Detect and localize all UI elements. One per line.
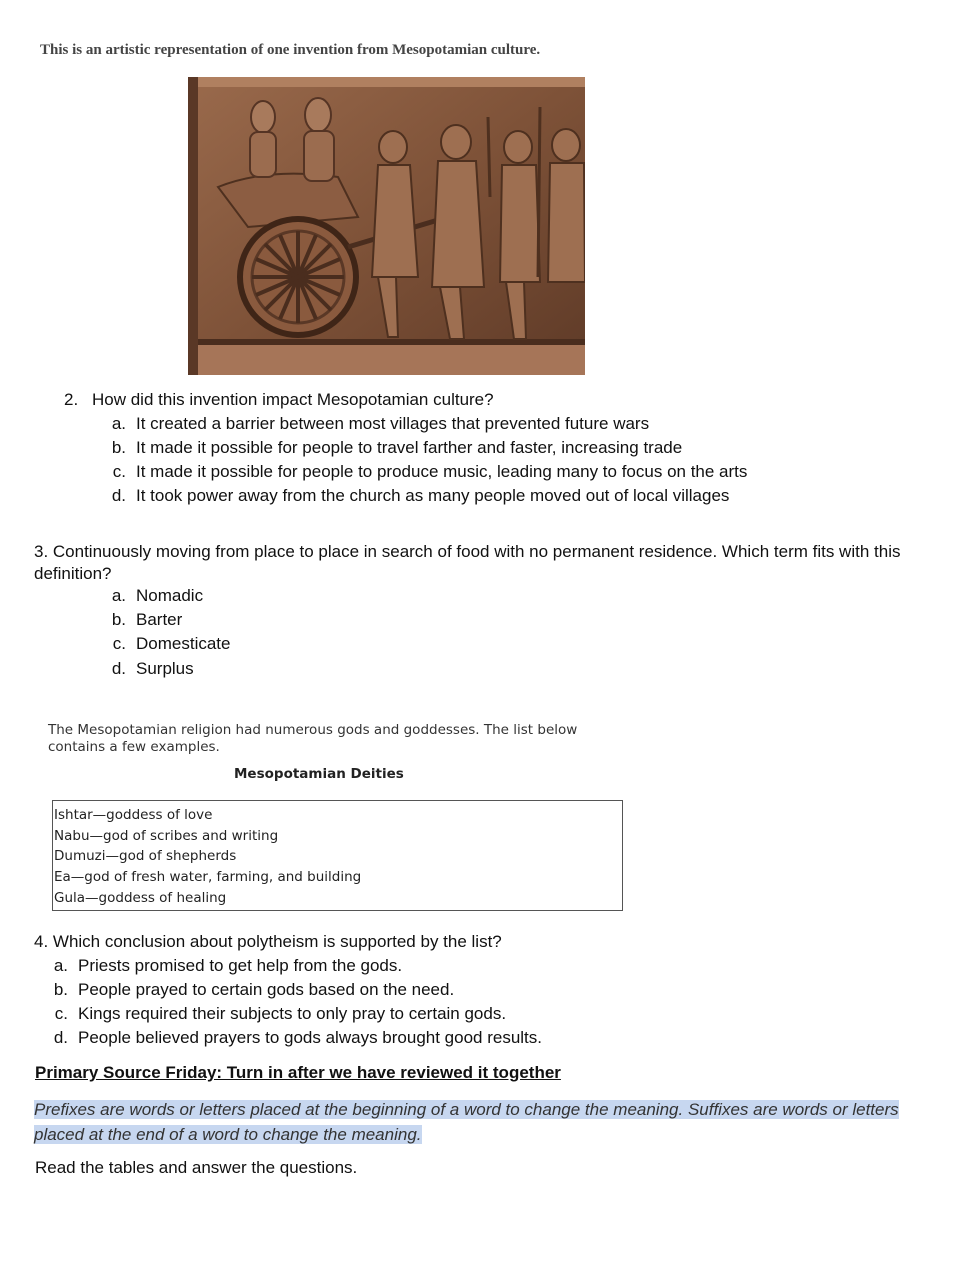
deity-item: Ea—god of fresh water, farming, and building bbox=[54, 869, 362, 886]
option-letter: b. bbox=[53, 980, 68, 999]
q2-option-a bbox=[98, 412, 649, 436]
question-3-line2: definition? bbox=[34, 564, 112, 583]
q4-option-c bbox=[40, 1002, 506, 1026]
option-text: It took power away from the church as many people moved out of local villages bbox=[136, 486, 730, 505]
option-letter: a. bbox=[53, 956, 68, 975]
prefix-suffix-paragraph bbox=[34, 1097, 934, 1147]
paragraph-line2: placed at the end of a word to change the meaning. bbox=[34, 1125, 422, 1144]
deity-item: Gula—goddess of healing bbox=[54, 889, 227, 906]
deities-intro-line2: contains a few examples. bbox=[48, 739, 220, 755]
deity-item: Ishtar—goddess of love bbox=[54, 807, 213, 823]
image-caption: This is an artistic representation of one invention from Mesopotamian culture. bbox=[40, 42, 541, 58]
deities-intro-line1: The Mesopotamian religion had numerous gods and goddesses. The list below bbox=[48, 722, 578, 738]
option-letter: d. bbox=[111, 659, 126, 678]
relief-illustration bbox=[188, 77, 585, 375]
option-letter: c. bbox=[54, 1004, 68, 1023]
q3-option-b bbox=[98, 608, 182, 632]
q4-option-a bbox=[40, 954, 402, 978]
option-text: Barter bbox=[136, 610, 183, 629]
option-text: Kings required their subjects to only pray to certain gods. bbox=[78, 1004, 507, 1023]
option-text: Nomadic bbox=[136, 586, 204, 605]
option-text: People believed prayers to gods always brought good results. bbox=[78, 1028, 543, 1047]
q3-option-c bbox=[98, 632, 230, 656]
option-text: Priests promised to get help from the gods. bbox=[78, 956, 403, 975]
option-letter: a. bbox=[111, 586, 126, 605]
q2-option-b bbox=[98, 436, 682, 460]
deities-list-box bbox=[52, 800, 623, 911]
section-heading: Primary Source Friday: Turn in after we have reviewed it together bbox=[35, 1063, 561, 1082]
option-text: People prayed to certain gods based on the need. bbox=[78, 980, 455, 999]
deity-item: Nabu—god of scribes and writing bbox=[54, 827, 279, 844]
q4-option-b bbox=[40, 978, 454, 1002]
option-text: Surplus bbox=[136, 659, 194, 678]
option-letter: b. bbox=[111, 438, 126, 457]
option-letter: b. bbox=[111, 610, 126, 629]
option-letter: d. bbox=[53, 1028, 68, 1047]
deity-item: Dumuzi—god of shepherds bbox=[54, 848, 237, 865]
q3-option-a bbox=[98, 584, 203, 608]
option-letter: c. bbox=[112, 634, 126, 653]
q4-option-d bbox=[40, 1026, 542, 1050]
option-letter: d. bbox=[111, 486, 126, 505]
question-3-line1: 3. Continuously moving from place to place in search of food with no permanent residence. Which term fits with this bbox=[34, 542, 901, 561]
option-text: Domesticate bbox=[136, 634, 231, 653]
question-2 bbox=[64, 388, 494, 412]
q3-option-d bbox=[98, 657, 194, 681]
option-text: It made it possible for people to travel farther and faster, increasing trade bbox=[136, 438, 683, 457]
instruction-text: Read the tables and answer the questions. bbox=[35, 1158, 358, 1177]
question-4: 4. Which conclusion about polytheism is supported by the list? bbox=[34, 932, 502, 951]
question-2-prompt: How did this invention impact Mesopotamian culture? bbox=[92, 390, 494, 409]
option-letter: c. bbox=[112, 462, 126, 481]
option-letter: a. bbox=[111, 414, 126, 433]
question-2-number: 2. bbox=[64, 390, 79, 409]
deities-intro bbox=[48, 722, 608, 756]
deities-title: Mesopotamian Deities bbox=[234, 766, 404, 782]
q2-option-d bbox=[98, 484, 729, 508]
relief-image bbox=[188, 77, 585, 375]
q2-option-c bbox=[98, 460, 747, 484]
option-text: It created a barrier between most villages that prevented future wars bbox=[136, 414, 650, 433]
paragraph-line1: Prefixes are words or letters placed at the beginning of a word to change the meaning. Suffixes are words or letters bbox=[34, 1100, 899, 1119]
option-text: It made it possible for people to produce music, leading many to focus on the arts bbox=[136, 462, 748, 481]
